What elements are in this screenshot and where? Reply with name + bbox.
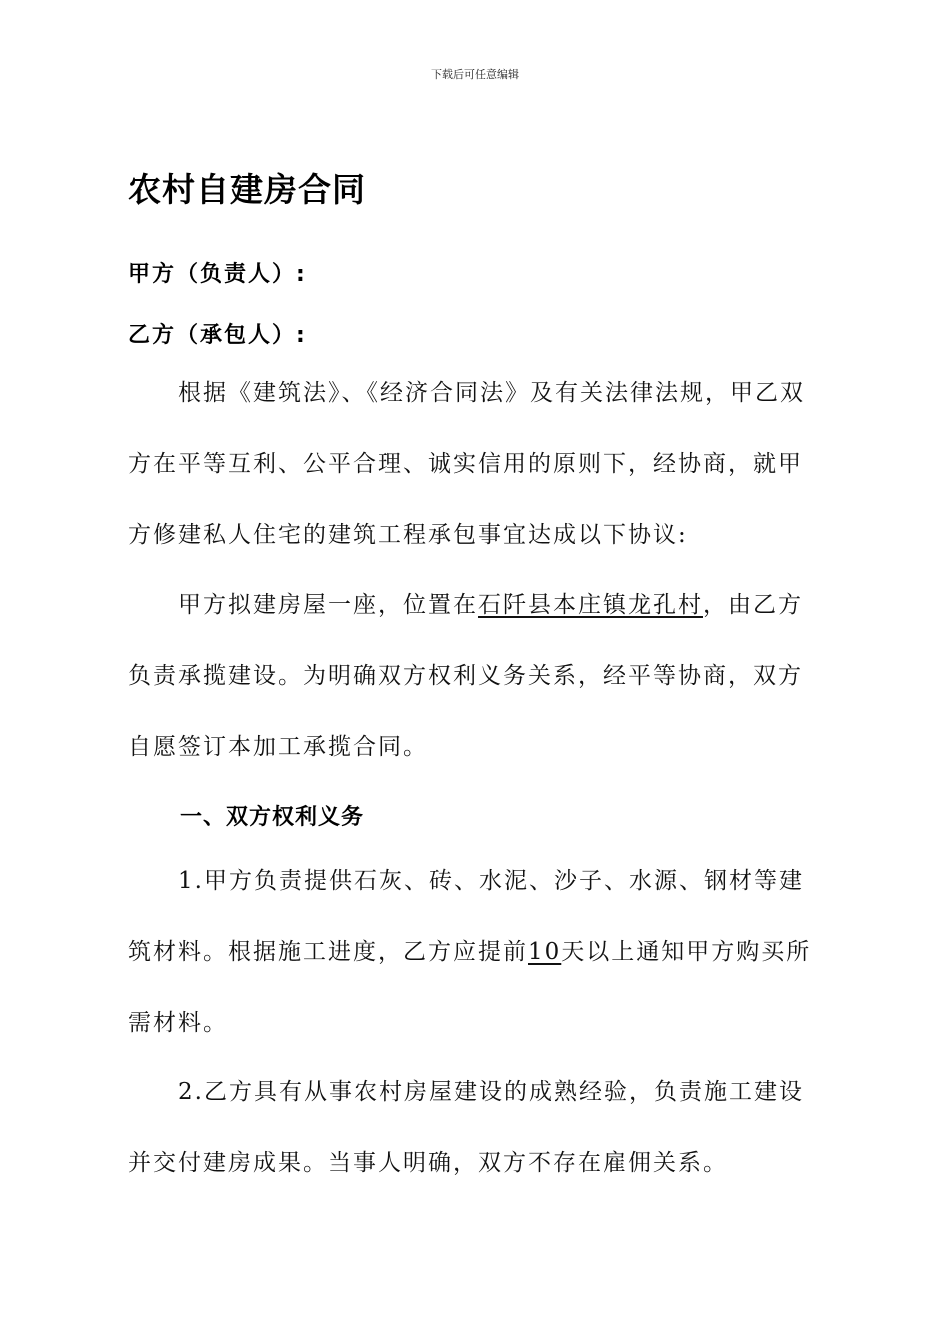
party-a-line: 甲方（负责人）: (128, 262, 307, 287)
location-text-after: ，由乙方负责承揽建设。为明确双方权利义务关系，经平等协商，双方自愿签订本加工承揽合同。 (128, 592, 803, 760)
clause-1-paragraph (128, 846, 822, 1059)
header-note: 下载后可任意编辑 (431, 68, 519, 81)
document-title: 农村自建房合同 (128, 170, 366, 209)
clause-1-text-after: 天以上通知甲方购买所需材料。 (128, 939, 812, 1036)
clause-2-paragraph: 2.乙方具有从事农村房屋建设的成熟经验，负责施工建设并交付建房成果。当事人明确，双方不存在雇佣关系。 (128, 1079, 804, 1176)
party-b-line: 乙方（承包人）: (128, 323, 307, 348)
location-value: 石阡县本庄镇龙孔村 (478, 592, 703, 618)
location-text-before: 甲方拟建房屋一座，位置在 (178, 592, 478, 618)
intro-paragraph: 根据《建筑法》、《经济合同法》及有关法律法规，甲乙双方在平等互利、公平合理、诚实信用的原则下，经协商，就甲方修建私人住宅的建筑工程承包事宜达成以下协议: (128, 380, 805, 548)
section-heading-rights: 一、双方权利义务 (180, 805, 365, 830)
location-paragraph (128, 570, 822, 783)
notice-days-value: 10 (528, 939, 562, 965)
clause-1-text-before: 1.甲方负责提供石灰、砖、水泥、沙子、水源、钢材等建筑材料。根据施工进度，乙方应提前 (128, 868, 804, 965)
